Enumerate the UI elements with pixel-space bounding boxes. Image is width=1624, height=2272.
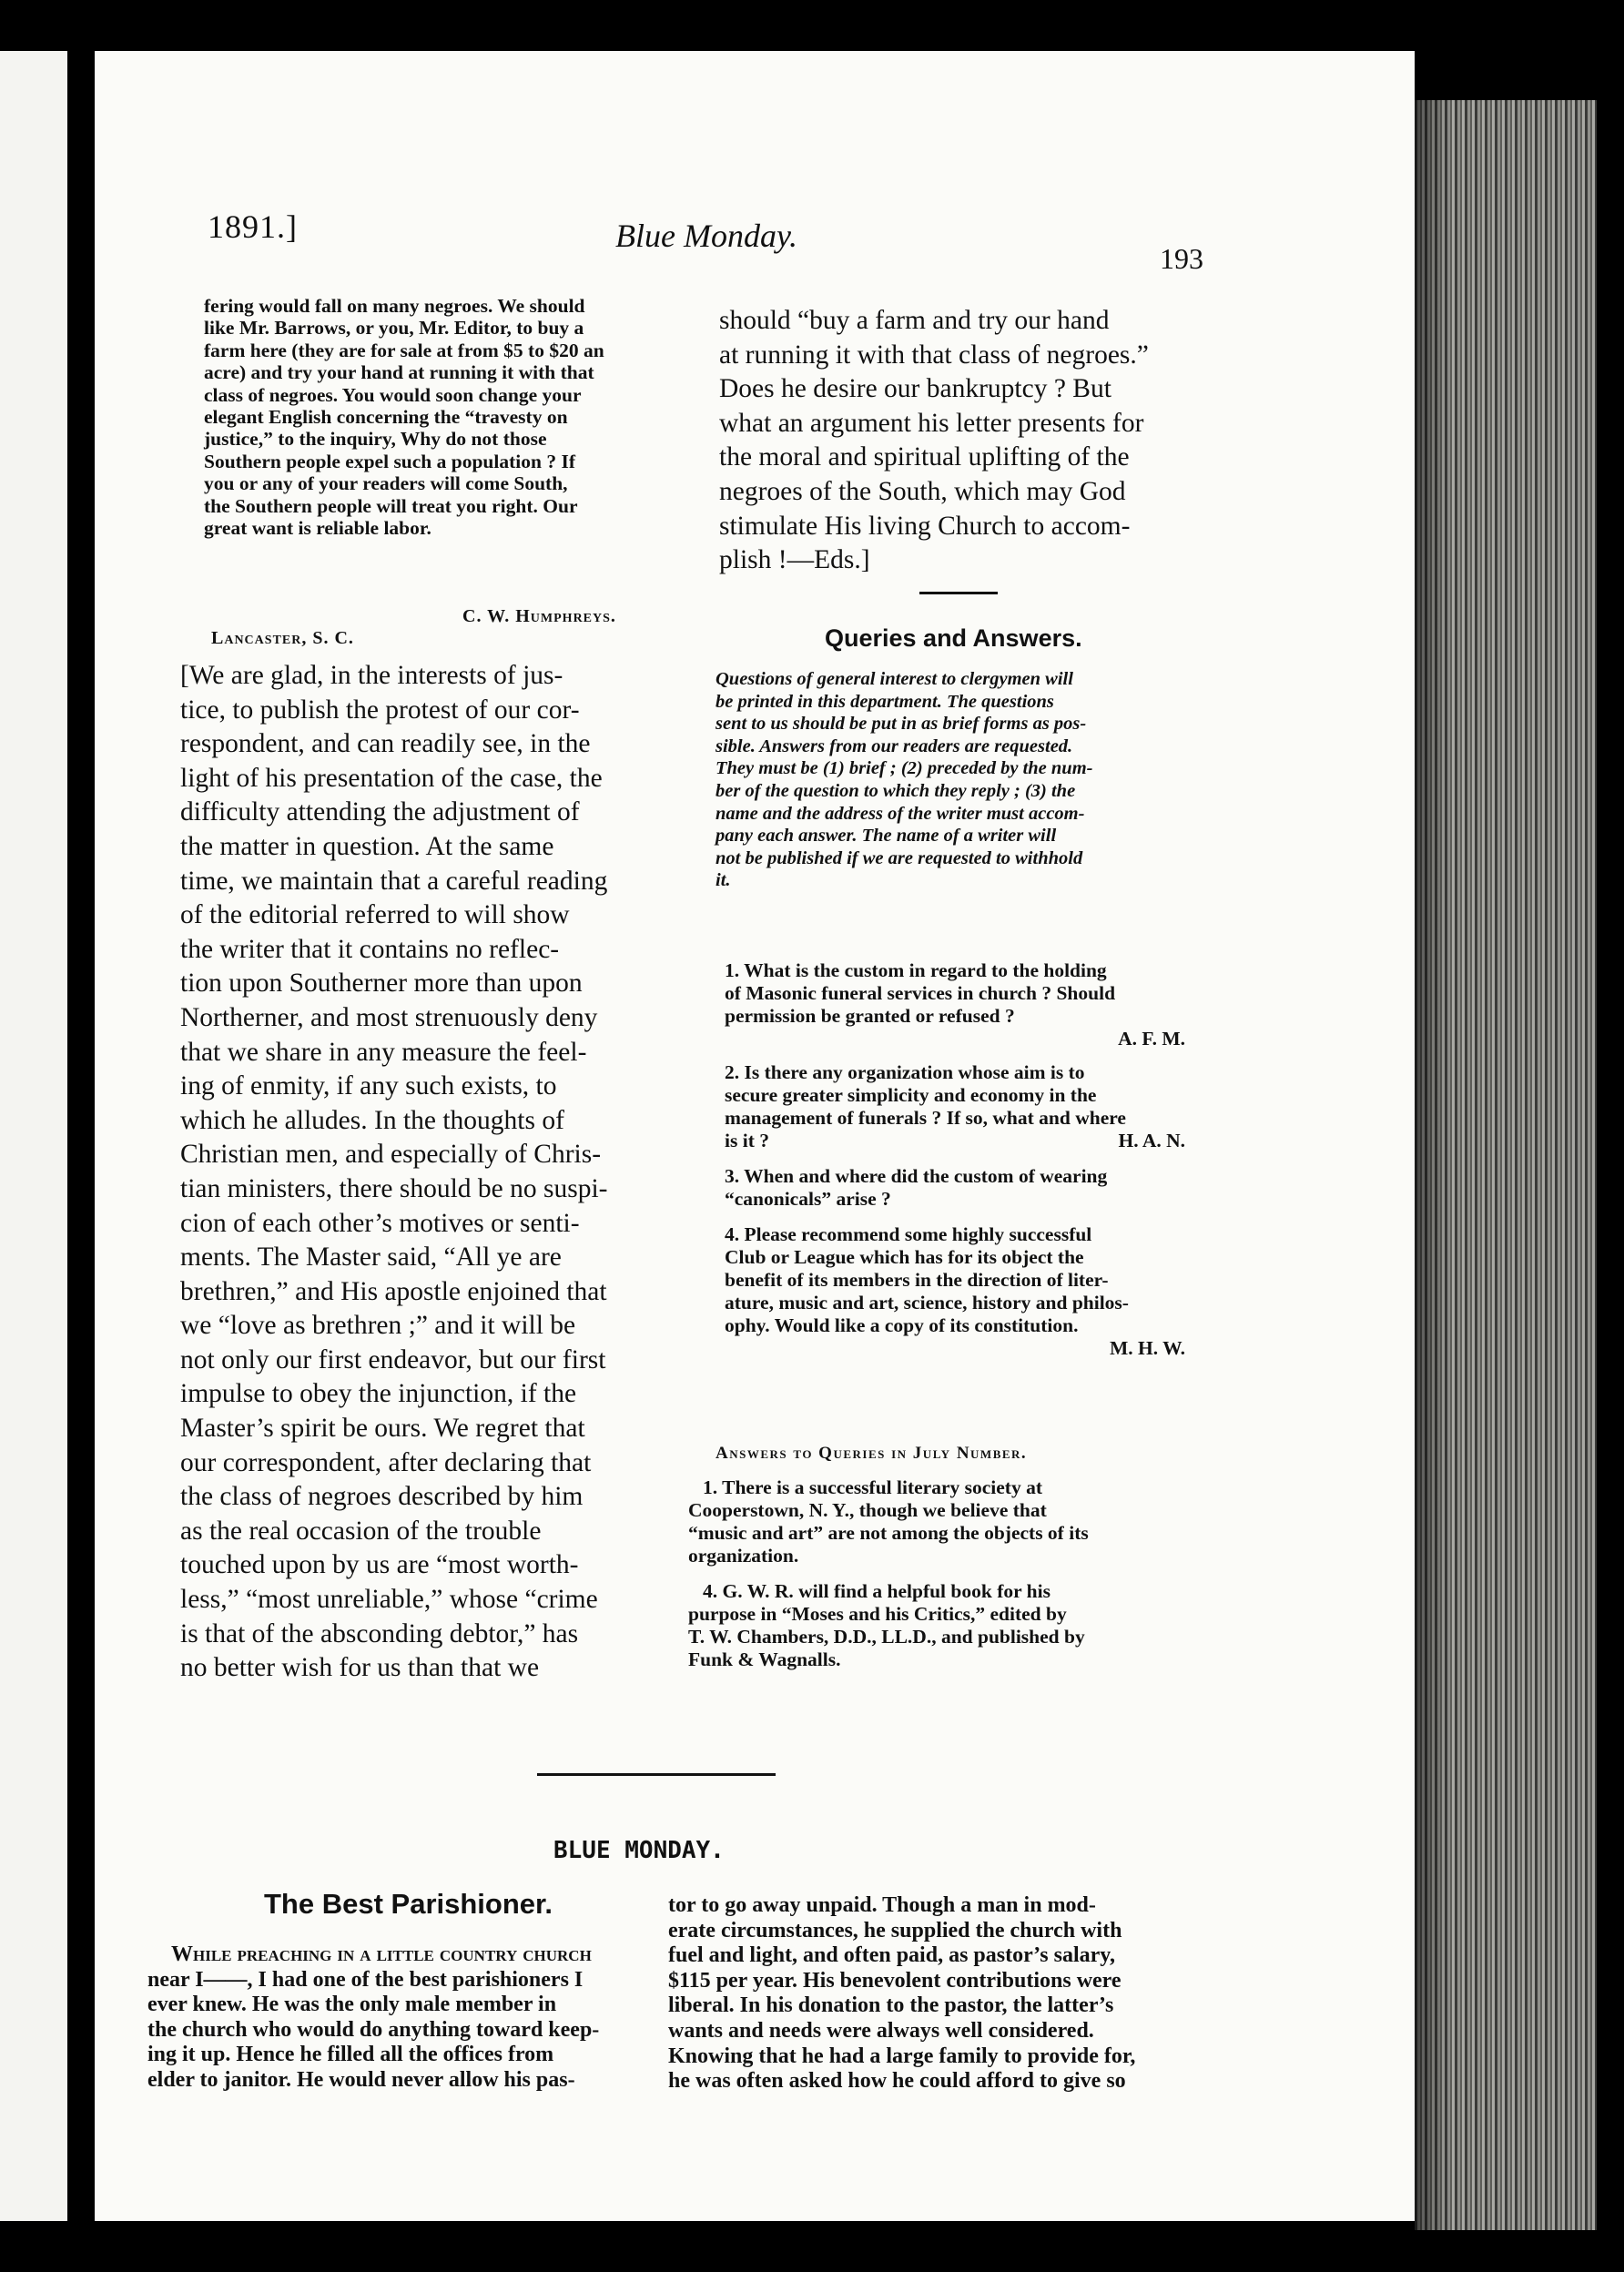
section-divider	[919, 592, 998, 594]
query-item	[701, 1223, 1198, 1360]
answer-line: Funk & Wagnalls.	[688, 1648, 841, 1670]
editor-note-line: is that of the absconding debtor,” has	[180, 1618, 579, 1648]
editor-note-line: brethren,” and His apostle enjoined that	[180, 1276, 607, 1306]
story-line: ever knew. He was the only male member in	[147, 1993, 557, 2017]
editor-note-line: Master’s spirit be ours. We regret that	[180, 1414, 585, 1444]
story-line: he was often asked how he could afford to give so	[668, 2069, 1126, 2094]
letter-line: great want is reliable labor.	[204, 517, 431, 540]
editor-note-line: time, we maintain that a careful reading	[180, 866, 608, 896]
letter-line: fering would fall on many negroes. We should	[204, 295, 585, 317]
editor-note-line: negroes of the South, which may God	[719, 476, 1126, 506]
letter-line: farm here (they are for sale at from $5 to $20 an	[204, 339, 604, 361]
editor-note-line: the moral and spiritual uplifting of the	[719, 442, 1130, 472]
query-line: is it ?	[725, 1130, 769, 1151]
query-line: Club or League which has for its object the	[725, 1246, 1084, 1268]
previous-page-edge	[0, 51, 67, 2221]
story-first-line: While preaching in a little country church	[171, 1942, 592, 1966]
editor-note-line: tian ministers, there should be no suspi-	[180, 1173, 608, 1203]
queries-heading: Queries and Answers.	[825, 624, 1082, 652]
story-title: The Best Parishioner.	[264, 1888, 553, 1920]
editor-note-line: we “love as brethren ;” and it will be	[180, 1311, 576, 1341]
editor-note-line: Christian men, and especially of Chris-	[180, 1140, 602, 1170]
editor-note-line: touched upon by us are “most worth-	[180, 1550, 579, 1580]
story-line: $115 per year. His benevolent contributions were	[668, 1968, 1122, 1993]
intro-line: be printed in this department. The questions	[716, 691, 1054, 712]
intro-line: it.	[716, 870, 731, 891]
query-item	[701, 1061, 1198, 1152]
intro-line: name and the address of the writer must accom-	[716, 803, 1085, 824]
story-line: ing it up. Hence he filled all the offices from	[147, 2043, 554, 2067]
query-line: permission be granted or refused ?	[725, 1005, 1015, 1027]
editor-note-line: respondent, and can readily see, in the	[180, 729, 591, 759]
editor-note-line: difficulty attending the adjustment of	[180, 797, 580, 827]
intro-line: ber of the question to which they reply ; (3) the	[716, 780, 1076, 801]
letter-line: elegant English concerning the “travesty on	[204, 406, 568, 429]
query-line: management of funerals ? If so, what and where	[725, 1107, 1126, 1129]
header-year: 1891.]	[208, 208, 298, 245]
editor-note-line: the class of negroes described by him	[180, 1482, 584, 1512]
story-text-left	[147, 1942, 639, 2094]
book-edge-shadow	[1415, 100, 1451, 2230]
letter-line: like Mr. Barrows, or you, Mr. Editor, to buy a	[204, 317, 584, 340]
story-line: Knowing that he had a large family to provide for,	[668, 2044, 1136, 2068]
intro-line: pany each answer. The name of a writer will	[716, 826, 1057, 847]
blue-monday-heading: BLUE MONDAY.	[553, 1837, 725, 1864]
query-item	[701, 959, 1198, 1050]
letter-line: the Southern people will treat you right. Our	[204, 494, 578, 517]
story-line	[147, 1942, 639, 1968]
editor-note-line: ments. The Master said, “All ye are	[180, 1242, 562, 1273]
answer-item	[688, 1580, 1198, 1671]
editor-note	[180, 659, 679, 1686]
queries-intro	[716, 668, 1198, 892]
editor-note-line: the writer that it contains no reflec-	[180, 934, 560, 964]
answers-list	[688, 1476, 1198, 1671]
editor-note-line: plish !—Eds.]	[719, 545, 870, 575]
editor-note-line: which he alludes. In the thoughts of	[180, 1105, 564, 1135]
editor-note-continued	[719, 304, 1211, 578]
query-initials: A. F. M.	[1118, 1028, 1185, 1050]
story-text-right	[668, 1893, 1160, 2094]
editor-note-line: of the editorial referred to will show	[180, 900, 570, 930]
query-item	[701, 1165, 1198, 1211]
letter-place: Lancaster, S. C.	[211, 628, 354, 648]
letter-line: class of negroes. You would soon change your	[204, 383, 582, 406]
editor-note-line: Does he desire our bankruptcy ? But	[719, 374, 1111, 404]
answer-line: 1. There is a successful literary society at	[703, 1476, 1042, 1498]
editor-note-line: light of his presentation of the case, the	[180, 763, 603, 793]
editor-note-line: ing of enmity, if any such exists, to	[180, 1071, 557, 1101]
editor-note-line: impulse to obey the injunction, if the	[180, 1379, 577, 1409]
letter-line: justice,” to the inquiry, Why do not those	[204, 428, 547, 451]
intro-line: They must be (1) brief ; (2) preceded by the num-	[716, 758, 1093, 779]
answer-line: “music and art” are not among the objects of its	[688, 1522, 1089, 1544]
editor-note-line: less,” “most unreliable,” whose “crime	[180, 1585, 598, 1615]
query-line: 2. Is there any organization whose aim is to	[725, 1061, 1085, 1083]
editor-note-line: should “buy a farm and try our hand	[719, 306, 1110, 335]
query-line: 4. Please recommend some highly successful	[725, 1223, 1092, 1245]
query-line: “canonicals” arise ?	[725, 1188, 891, 1210]
query-line: secure greater simplicity and economy in the	[725, 1084, 1097, 1106]
query-line: benefit of its members in the direction of liter-	[725, 1269, 1109, 1291]
story-line: the church who would do anything toward keep-	[147, 2017, 600, 2042]
editor-note-line: [We are glad, in the interests of jus-	[180, 661, 563, 690]
editor-note-line: tion upon Southerner more than upon	[180, 969, 583, 999]
editor-note-line: that we share in any measure the feel-	[180, 1037, 587, 1067]
answer-line: organization.	[688, 1545, 799, 1567]
story-line: wants and needs were always well considered.	[668, 2018, 1094, 2043]
editor-note-line: the matter in question. At the same	[180, 831, 554, 861]
query-line: ophy. Would like a copy of its constitution.	[725, 1314, 1079, 1336]
editor-note-line: at running it with that class of negroes.”	[719, 340, 1149, 370]
editor-note-line: Northerner, and most strenuously deny	[180, 1002, 598, 1032]
running-title: Blue Monday.	[615, 218, 797, 254]
letter-line: acre) and try your hand at running it with that	[204, 361, 594, 384]
editor-note-line: our correspondent, after declaring that	[180, 1447, 592, 1477]
query-initials: H. A. N.	[1118, 1130, 1185, 1151]
answer-line: purpose in “Moses and his Critics,” edited by	[688, 1603, 1067, 1625]
query-line: ature, music and art, science, history and philos-	[725, 1292, 1129, 1314]
answer-line: 4. G. W. R. will find a helpful book for his	[703, 1580, 1051, 1602]
query-line: of Masonic funeral services in church ? Should	[725, 982, 1116, 1004]
answer-line: Cooperstown, N. Y., though we believe that	[688, 1499, 1047, 1521]
page-number: 193	[1160, 242, 1203, 275]
letter-signature: C. W. Humphreys.	[462, 606, 616, 626]
intro-line: sible. Answers from our readers are requested.	[716, 735, 1073, 756]
letter-text	[204, 295, 688, 539]
editor-note-line: no better wish for us than that we	[180, 1653, 540, 1683]
letter-line: Southern people expel such a population ? If	[204, 450, 575, 472]
editor-note-line: as the real occasion of the trouble	[180, 1516, 542, 1546]
editor-note-line: tice, to publish the protest of our cor-	[180, 695, 580, 725]
story-line: elder to janitor. He would never allow his pas-	[147, 2067, 575, 2092]
answer-line: T. W. Chambers, D.D., LL.D., and published by	[688, 1626, 1085, 1648]
story-line: tor to go away unpaid. Though a man in mod-	[668, 1893, 1096, 1917]
queries-list	[701, 959, 1198, 1360]
story-line: near I——, I had one of the best parishioners I	[147, 1967, 584, 1992]
letter-line: you or any of your readers will come South,	[204, 472, 568, 495]
answers-heading: Answers to Queries in July Number.	[716, 1444, 1028, 1463]
intro-line: sent to us should be put in as brief forms as pos-	[716, 714, 1087, 735]
story-line: erate circumstances, he supplied the church with	[668, 1918, 1122, 1942]
query-line: 3. When and where did the custom of wearing	[725, 1165, 1108, 1187]
intro-line: not be published if we are requested to withhold	[716, 847, 1083, 868]
intro-line: Questions of general interest to clergymen will	[716, 669, 1073, 689]
query-line: 1. What is the custom in regard to the holding	[725, 959, 1107, 981]
answer-item	[688, 1476, 1198, 1567]
editor-note-line: what an argument his letter presents for	[719, 408, 1144, 438]
editor-note-line: not only our first endeavor, but our first	[180, 1344, 606, 1374]
section-divider	[537, 1773, 776, 1776]
editor-note-line: cion of each other’s motives or senti-	[180, 1208, 580, 1238]
story-line: fuel and light, and often paid, as pastor’s salary,	[668, 1943, 1115, 1968]
editor-note-line: stimulate His living Church to accom-	[719, 511, 1131, 541]
query-initials: M. H. W.	[1109, 1337, 1185, 1359]
story-line: liberal. In his donation to the pastor, the latter’s	[668, 1993, 1114, 2018]
